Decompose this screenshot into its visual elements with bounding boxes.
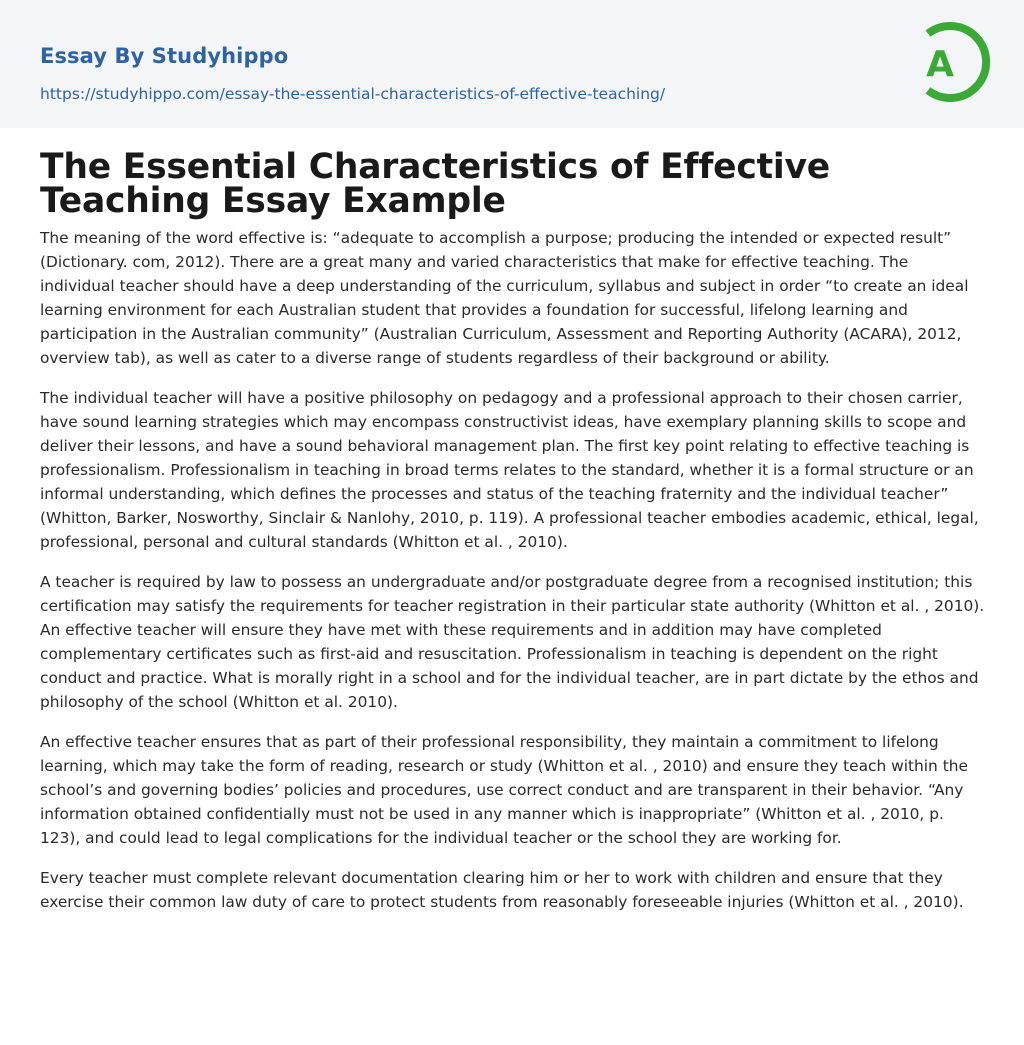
brand-title[interactable]: Essay By Studyhippo <box>40 44 289 68</box>
paragraph-4: An effective teacher ensures that as part of their professional responsibility, they maintain a commitment to lifelong learning, which may take the form of reading, research or study (Whitton et al. , 2010) and ensure they teach within the school’s and governing bodies’ policies and procedures, use correct conduct and are transparent in their behavior. “Any information obtained confidentially must not be used in any manner which is inappropriate” (Whitton et al. , 2010, p. 123), and could lead to legal complications for the individual teacher or the school they are working for. <box>40 733 968 847</box>
paragraph-2: The individual teacher will have a positive philosophy on pedagogy and a professional approach to their chosen carrier, have sound learning strategies which may encompass constructivist ideas, have exemplary planning skills to scope and deliver their lessons, and have a sound behavioral management plan. The first key point relating to effective teaching is professionalism. Professionalism in teaching in broad terms relates to the standard, whether it is a formal structure or an informal understanding, which defines the processes and status of the teaching fraternity and the individual teacher” (Whitton, Barker, Nosworthy, Sinclair & Nanlohy, 2010, p. 119). A professional teacher embodies academic, ethical, legal, professional, personal and cultural standards (Whitton et al. , 2010). <box>40 389 979 551</box>
logo-letter: A <box>926 44 954 85</box>
page-title: The Essential Characteristics of Effective Teaching Essay Example <box>40 147 830 221</box>
studyhippo-logo-icon[interactable] <box>908 16 992 108</box>
paragraph-3: A teacher is required by law to possess an undergraduate and/or postgraduate degree from a recognised institution; this certification may satisfy the requirements for teacher registration in their particular state authority (Whitton et al. , 2010). An effective teacher will ensure they have met with these requirements and in addition may have completed complementary certificates such as first-aid and resuscitation. Professionalism in teaching is dependent on the right conduct and practice. What is morally right in a school and for the individual teacher, are in part dictate by the ethos and philosophy of the school (Whitton et al. 2010). <box>40 573 985 711</box>
source-url-link[interactable]: https://studyhippo.com/essay-the-essential-characteristics-of-effective-teaching/ <box>40 85 666 103</box>
article <box>40 147 986 930</box>
paragraph-1: The meaning of the word effective is: “adequate to accomplish a purpose; producing the intended or expected result” (Dictionary. com, 2012). There are a great many and varied characteristics that make for effective teaching. The individual teacher should have a deep understanding of the curriculum, syllabus and subject in order “to create an ideal learning environment for each Australian student that provides a foundation for successful, lifelong learning and participation in the Australian community” (Australian Curriculum, Assessment and Reporting Authority (ACARA), 2012, overview tab), as well as cater to a diverse range of students regardless of their background or ability. <box>40 229 969 367</box>
paragraph-5: Every teacher must complete relevant documentation clearing him or her to work with children and ensure that they exercise their common law duty of care to protect students from reasonably foreseeable injuries (Whitton et al. , 2010). <box>40 869 964 911</box>
site-header <box>0 0 1024 128</box>
